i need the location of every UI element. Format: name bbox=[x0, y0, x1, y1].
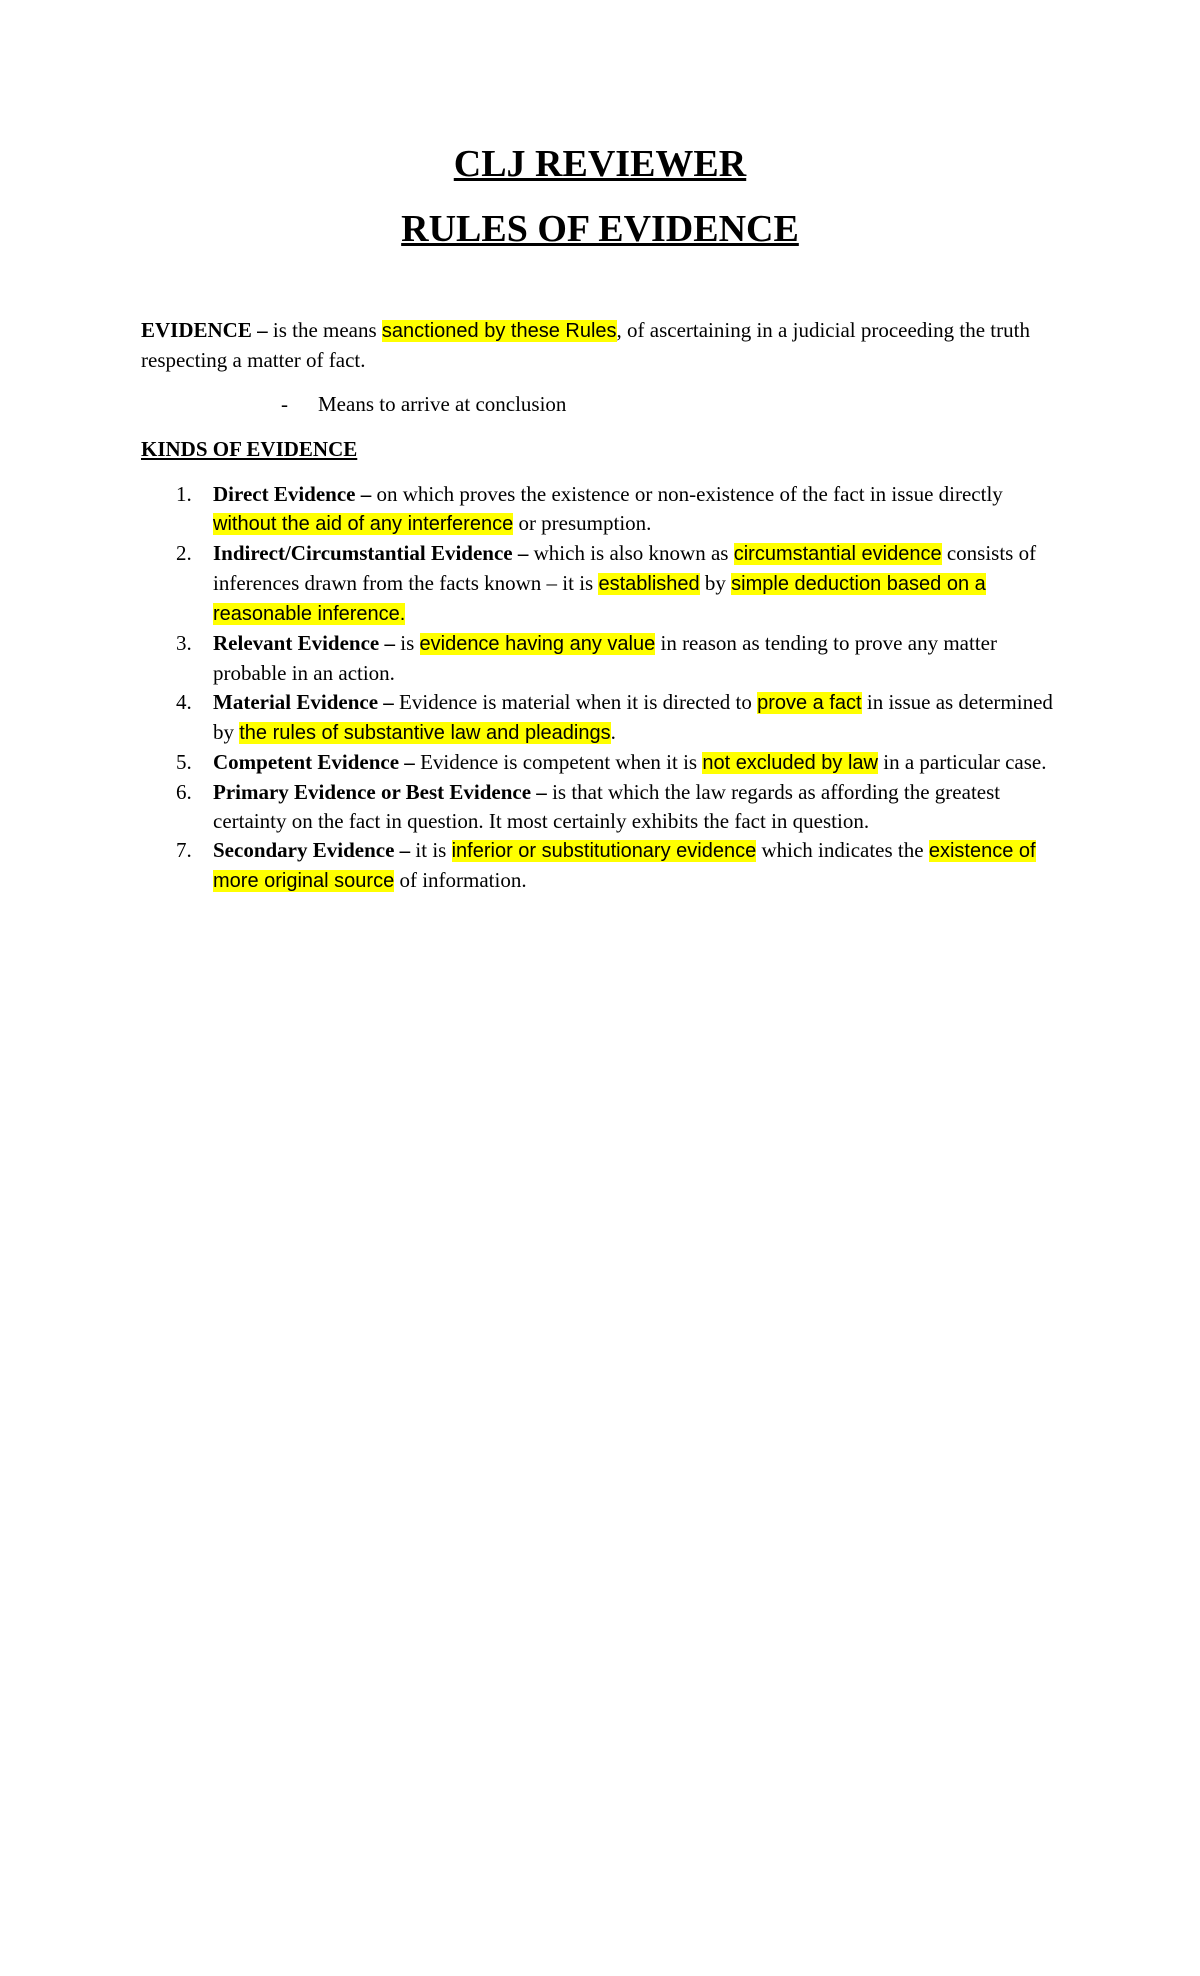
list-item-highlight: circumstantial evidence bbox=[733, 543, 942, 565]
list-item-text: which is also known as bbox=[533, 541, 734, 565]
list-item-text: consists of inferences drawn from the facts known – it is bbox=[213, 541, 1037, 595]
list-item bbox=[141, 629, 1071, 688]
list-item-text: is that which the law regards as affording the greatest certainty on the fact in question. It most certainly exhibits the fact in question. bbox=[213, 780, 1001, 833]
bullet-text: Means to arrive at conclusion bbox=[318, 392, 567, 416]
list-item-text: by bbox=[699, 571, 732, 595]
list-item-text: on which proves the existence or non-existence of the fact in issue directly bbox=[376, 482, 1003, 506]
definition-bullet bbox=[281, 390, 781, 419]
list-item-term: Relevant Evidence – bbox=[213, 631, 401, 655]
list-item-text: which indicates the bbox=[756, 838, 929, 862]
document-subtitle: RULES OF EVIDENCE bbox=[401, 208, 799, 250]
definition-text: , of ascertaining in a judicial proceeding the truth respecting a matter of fact. bbox=[141, 318, 1030, 372]
list-item-term: Direct Evidence – bbox=[213, 482, 377, 506]
list-item bbox=[141, 836, 1071, 896]
list-item-text: Evidence is material when it is directed to bbox=[399, 690, 758, 714]
list-item-number: 2. bbox=[176, 541, 192, 565]
list-item-number: 1. bbox=[176, 482, 192, 506]
list-item-text: or presumption. bbox=[513, 511, 652, 535]
list-item bbox=[141, 748, 1071, 778]
evidence-kinds-list bbox=[141, 480, 1071, 896]
list-item-text: in issue as determined by bbox=[213, 690, 1053, 744]
list-item-highlight: the rules of substantive law and pleadings bbox=[239, 722, 611, 744]
list-item-highlight: inferior or substitutionary evidence bbox=[451, 840, 757, 862]
bullet-dash: - bbox=[281, 392, 288, 416]
list-item-text: in a particular case. bbox=[878, 750, 1047, 774]
list-item-number: 3. bbox=[176, 631, 192, 655]
definition-term: EVIDENCE – bbox=[141, 318, 273, 342]
list-item bbox=[141, 480, 1071, 539]
list-item-number: 4. bbox=[176, 690, 192, 714]
list-item bbox=[141, 539, 1071, 629]
list-item-highlight: not excluded by law bbox=[702, 752, 878, 774]
list-item-term: Material Evidence – bbox=[213, 690, 400, 714]
list-item-text: Evidence is competent when it is bbox=[420, 750, 703, 774]
section-heading: KINDS OF EVIDENCE bbox=[141, 437, 358, 461]
definition-highlight: sanctioned by these Rules bbox=[381, 320, 617, 342]
document-title: CLJ REVIEWER bbox=[453, 143, 747, 185]
list-item-term: Competent Evidence – bbox=[213, 750, 421, 774]
list-item-text: of information. bbox=[394, 868, 527, 892]
list-item-highlight: simple deduction based on a reasonable inference. bbox=[213, 573, 986, 625]
list-item-highlight: existence of more original source bbox=[213, 840, 1036, 892]
list-item-highlight: evidence having any value bbox=[419, 633, 656, 655]
list-item-number: 6. bbox=[176, 780, 192, 804]
list-item-text: is bbox=[400, 631, 420, 655]
list-item-highlight: established bbox=[598, 573, 700, 595]
list-item-text: in reason as tending to prove any matter probable in an action. bbox=[213, 631, 997, 685]
list-item bbox=[141, 778, 1071, 836]
list-item-term: Primary Evidence or Best Evidence – bbox=[213, 780, 553, 804]
list-item-highlight: prove a fact bbox=[757, 692, 862, 714]
list-item bbox=[141, 688, 1071, 748]
list-item-number: 5. bbox=[176, 750, 192, 774]
list-item-number: 7. bbox=[176, 838, 192, 862]
list-item-term: Secondary Evidence – bbox=[213, 838, 416, 862]
list-item-term: Indirect/Circumstantial Evidence – bbox=[213, 541, 534, 565]
list-item-text: it is bbox=[415, 838, 452, 862]
evidence-definition bbox=[141, 316, 1071, 375]
list-item-text: . bbox=[610, 720, 616, 744]
definition-text: is the means bbox=[272, 318, 382, 342]
list-item-highlight: without the aid of any interference bbox=[213, 513, 514, 535]
